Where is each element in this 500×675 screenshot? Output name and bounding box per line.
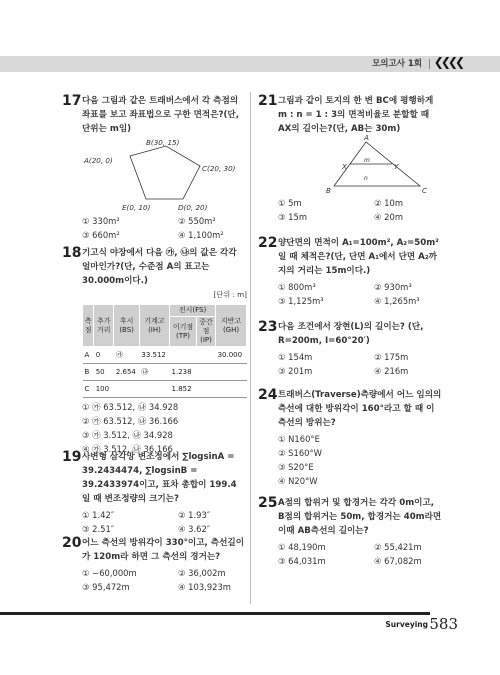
question-22 — [258, 236, 442, 308]
table-cell — [114, 381, 140, 398]
question-number: 19 — [62, 449, 82, 465]
option-1[interactable]: ① 5m — [278, 198, 302, 208]
question-text: 기고식 야장에서 다음 ㉮, ㉯의 값은 각각 얼마인가?(단, 수준점 A의 표고는 30.000m이다.) — [82, 248, 237, 286]
question-text: 다음 조건에서 장현(L)의 길이는? (단, R=200m, I=60°20′) — [278, 322, 424, 346]
traverse-figure — [82, 136, 242, 212]
footer-rule — [0, 612, 430, 615]
label-e: E(0, 10) — [122, 203, 151, 212]
table-cell: ㉮ — [114, 347, 140, 364]
option-2[interactable]: ② 10m — [374, 198, 403, 208]
question-number: 21 — [258, 93, 278, 109]
chevron-arrows-icon: ❮❮❮❮ — [433, 55, 462, 69]
header-ip: 중간점(IP) — [196, 317, 215, 347]
question-text: 그림과 같이 토지의 한 변 BC에 평행하게 m : n = 1 : 3의 면적비율로 분할할 때 AX의 길이는?(단, AB는 30m) — [278, 96, 434, 134]
table-unit: [단위 : m] — [213, 290, 247, 299]
footer-subject: Surveying — [385, 620, 428, 629]
table-cell — [196, 381, 215, 398]
question-24 — [258, 388, 442, 488]
question-21 — [258, 94, 442, 224]
question-25 — [258, 496, 442, 568]
label-b: B — [326, 186, 331, 195]
question-number: 24 — [258, 387, 278, 403]
options — [82, 509, 244, 536]
question-18 — [62, 245, 247, 456]
table-cell: 1.852 — [170, 381, 197, 398]
question-text: 트래버스(Traverse)측량에서 어느 임의의 측선에 대한 방위각이 160°라고 할 때 이 측선의 방위는? — [278, 390, 442, 428]
option-4[interactable]: ④ 216m — [374, 366, 409, 376]
triangle-diagram — [278, 136, 438, 194]
question-20 — [62, 536, 244, 594]
option-2[interactable]: ② 550m² — [178, 216, 216, 226]
options — [278, 351, 442, 378]
option-1[interactable]: ① 800m³ — [278, 282, 316, 292]
option-4[interactable]: ④ 1,100m² — [178, 230, 224, 240]
option-1[interactable]: ① 330m² — [82, 216, 120, 226]
label-n: n — [364, 175, 368, 182]
header-divider — [429, 59, 430, 69]
option-1[interactable]: ① 154m — [278, 352, 313, 362]
question-23 — [258, 320, 442, 378]
option-3[interactable]: ③ 95,472m — [82, 582, 130, 592]
option-3[interactable]: ③ ㉮ 3.512, ㉯ 34.928 — [82, 430, 173, 440]
table-cell: 1.238 — [170, 364, 197, 381]
table-row — [83, 364, 247, 381]
label-d: D(0, 20) — [178, 203, 208, 212]
option-1[interactable]: ① N160°E — [278, 434, 320, 444]
question-number: 25 — [258, 495, 278, 511]
options — [82, 401, 244, 456]
label-y: Y — [394, 162, 399, 171]
label-c: C(20, 30) — [202, 164, 236, 173]
header-gh: 지반고(GH) — [216, 305, 247, 347]
table-cell: A — [83, 347, 94, 364]
question-text: A점의 합위거 및 합경거는 각각 0m이고, B점의 합위거는 50m, 합경거는 40m라면 이때 AB측선의 길이는? — [278, 498, 442, 536]
option-4[interactable]: ④ 67,082m — [374, 556, 422, 566]
option-3[interactable]: ③ 1,125m³ — [278, 296, 324, 306]
options — [82, 567, 244, 594]
header-tp: 이기점(TP) — [170, 317, 197, 347]
option-4[interactable]: ④ 103,923m — [178, 582, 231, 592]
header-distance: 추가거리 — [94, 305, 114, 347]
option-4[interactable]: ④ ㉮ 3.512, ㉯ 36.166 — [82, 444, 173, 454]
question-text: 사변형 삼각망 변조정에서 ∑logsinA = 39.2434474, ∑logsinB = 39.2433974이고, 표차 총합이 199.4일 때 변조정량의 크기는? — [82, 452, 237, 504]
table-cell: C — [83, 381, 94, 398]
field-book-table — [82, 304, 247, 398]
section-title: 모의고사 1회 — [372, 59, 422, 69]
table-cell: 50 — [94, 364, 114, 381]
table-cell — [139, 381, 169, 398]
header-station: 측점 — [83, 305, 94, 347]
question-number: 17 — [62, 93, 82, 109]
label-x: X — [342, 162, 347, 171]
options — [82, 215, 244, 242]
option-2[interactable]: ② S160°W — [278, 448, 322, 458]
option-2[interactable]: ② 36,002m — [178, 568, 226, 578]
options — [278, 197, 442, 224]
option-3[interactable]: ③ 15m — [278, 212, 307, 222]
option-3[interactable]: ③ 201m — [278, 366, 313, 376]
option-4[interactable]: ④ 1,265m³ — [374, 296, 420, 306]
question-number: 22 — [258, 235, 278, 251]
table-row — [83, 381, 247, 398]
option-1[interactable]: ① 48,190m — [278, 542, 326, 552]
question-text: 다음 그림과 같은 트래버스에서 각 측점의 좌표를 보고 좌표법으로 구한 면적은?(단, 단위는 m임) — [82, 96, 239, 134]
table-cell: B — [83, 364, 94, 381]
options — [278, 281, 442, 308]
question-text: 어느 측선의 방위각이 330°이고, 측선길이가 120m라 하면 그 측선의 경거는? — [82, 538, 244, 562]
option-2[interactable]: ② 175m — [374, 352, 409, 362]
question-number: 18 — [62, 245, 82, 261]
label-a: A(20, 0) — [84, 156, 113, 165]
options — [278, 433, 442, 488]
header-ih: 기계고(IH) — [139, 305, 169, 347]
option-2[interactable]: ② 1.93″ — [178, 510, 210, 520]
table-row — [83, 347, 247, 364]
table-cell — [216, 381, 247, 398]
option-2[interactable]: ② 55,421m — [374, 542, 422, 552]
label-c: C — [422, 186, 428, 195]
table-cell: 100 — [94, 381, 114, 398]
option-4[interactable]: ④ N20°W — [278, 476, 318, 486]
header-bs: 후시(BS) — [114, 305, 140, 347]
option-3[interactable]: ③ 64,031m — [278, 556, 326, 566]
question-number: 23 — [258, 319, 278, 335]
table-cell — [170, 347, 197, 364]
label-b: B(30, 15) — [146, 138, 180, 147]
option-3[interactable]: ③ 660m² — [82, 230, 120, 240]
option-4[interactable]: ④ 3.62″ — [178, 524, 210, 534]
option-1[interactable]: ① 1.42″ — [82, 510, 114, 520]
table-cell: 33.512 — [139, 347, 169, 364]
table-cell — [216, 364, 247, 381]
question-number: 20 — [62, 535, 82, 551]
option-2[interactable]: ② ㉮ 63.512, ㉯ 36.166 — [82, 416, 179, 426]
table-cell: ㉯ — [139, 364, 169, 381]
table-cell: 30.000 — [216, 347, 247, 364]
page-number: 583 — [429, 615, 458, 633]
option-1[interactable]: ① −60,000m — [82, 568, 137, 578]
option-2[interactable]: ② 930m³ — [374, 282, 412, 292]
question-19 — [62, 450, 244, 536]
option-4[interactable]: ④ 20m — [374, 212, 403, 222]
label-a: A — [364, 133, 369, 142]
question-17 — [62, 94, 244, 242]
option-3[interactable]: ③ 2.51″ — [82, 524, 114, 534]
option-1[interactable]: ① ㉮ 63.512, ㉯ 34.928 — [82, 402, 179, 412]
table-cell — [196, 347, 215, 364]
question-text: 양단면의 면적이 A₁=100m², A₂=50m²일 때 체적은?(단, 단면 A₁에서 단면 A₂까지의 거리는 15m이다.) — [278, 238, 439, 276]
option-3[interactable]: ③ S20°E — [278, 462, 314, 472]
header-bar — [0, 56, 500, 72]
triangle-figure — [278, 133, 438, 195]
options — [278, 541, 442, 568]
table-cell — [196, 364, 215, 381]
label-m: m — [364, 157, 370, 164]
table-cell: 0 — [94, 347, 114, 364]
header-fs: 전시(FS) — [170, 305, 216, 317]
table-cell: 2.654 — [114, 364, 140, 381]
